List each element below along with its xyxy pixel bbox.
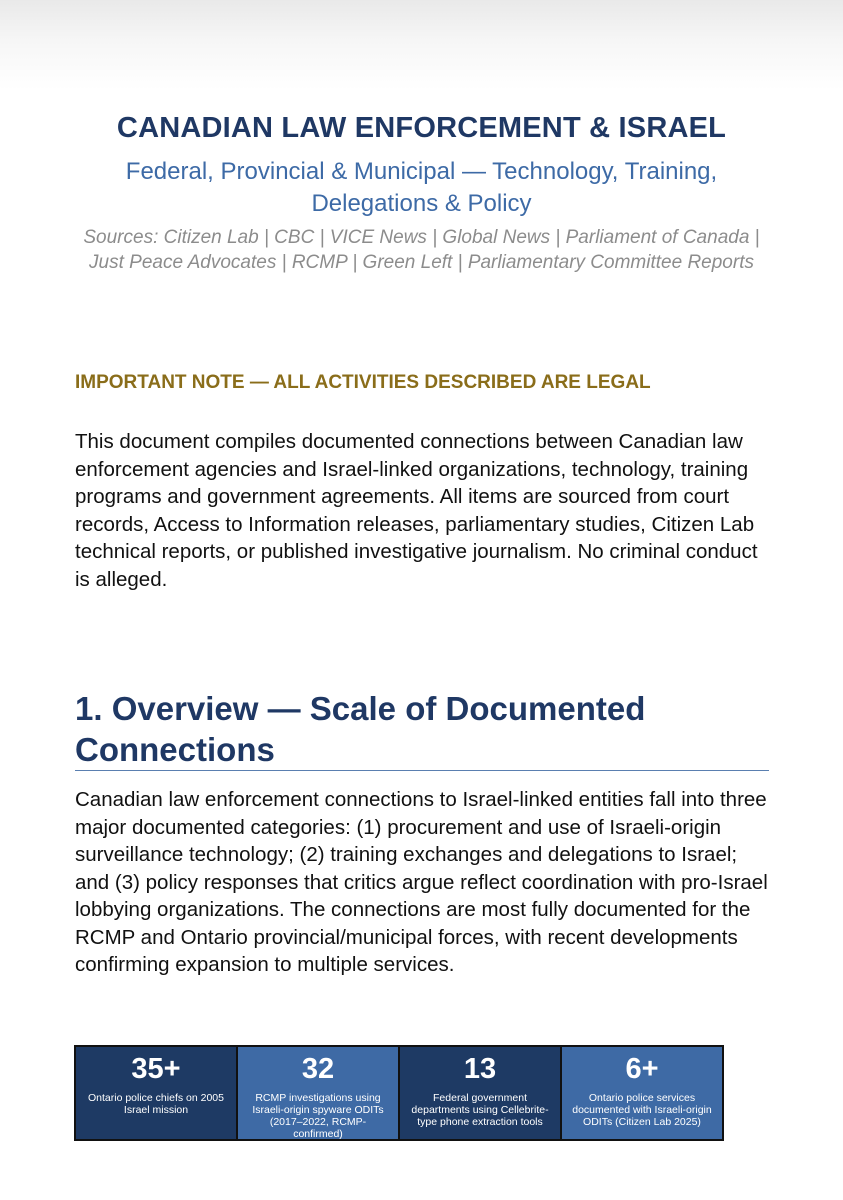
stat-label: Ontario police services documented with Israeli-origin ODITs (Citizen Lab 2025) xyxy=(572,1092,712,1128)
section-1-heading: 1. Overview — Scale of Documented Connections xyxy=(75,690,646,768)
top-shadow xyxy=(0,0,843,90)
stat-label: Ontario police chiefs on 2005 Israel mission xyxy=(87,1092,224,1116)
sources-line: Sources: Citizen Lab | CBC | VICE News | Global News | Parliament of Canada | Just Peace Advocates | RCMP | Green Left | Parliamentary Committee Reports xyxy=(83,227,760,273)
stat-value: 35+ xyxy=(131,1053,181,1085)
stat-card-ontario-services xyxy=(562,1047,722,1139)
section-divider xyxy=(75,770,769,771)
stat-card-police-chiefs xyxy=(76,1047,238,1139)
document-subtitle: Federal, Provincial & Municipal — Technology, Training, Delegations & Policy xyxy=(125,158,718,217)
stats-panel xyxy=(74,1045,724,1141)
important-note-body: This document compiles documented connections between Canadian law enforcement agencies and Israel-linked organizations, technology, training programs and government agreements. All items are sourced from court records, Access to Information releases, parliamentary studies, Citizen Lab technical reports, or published investigative journalism. No criminal conduct is alleged. xyxy=(75,430,758,591)
important-note-heading: IMPORTANT NOTE — ALL ACTIVITIES DESCRIBED ARE LEGAL xyxy=(75,372,651,393)
section-1-body: Canadian law enforcement connections to Israel-linked entities fall into three major documented categories: (1) procurement and use of Israeli-origin surveillance technology; (2) training exchanges and delegations to Israel; and (3) policy responses that critics argue reflect coordination with pro-Israel lobbying organizations. The connections are most fully documented for the RCMP and Ontario provincial/municipal forces, with recent developments confirming expansion to multiple services. xyxy=(75,788,768,976)
stat-value: 32 xyxy=(301,1053,335,1085)
stat-label: RCMP investigations using Israeli-origin spyware ODITs (2017–2022, RCMP-confirmed) xyxy=(252,1092,384,1140)
stat-value: 13 xyxy=(463,1053,497,1085)
stat-label: Federal government departments using Cellebrite-type phone extraction tools xyxy=(411,1092,549,1128)
stat-value: 6+ xyxy=(625,1053,659,1085)
stat-card-federal-departments xyxy=(400,1047,562,1139)
stat-card-rcmp-investigations xyxy=(238,1047,400,1139)
document-title: CANADIAN LAW ENFORCEMENT & ISRAEL xyxy=(116,112,727,144)
